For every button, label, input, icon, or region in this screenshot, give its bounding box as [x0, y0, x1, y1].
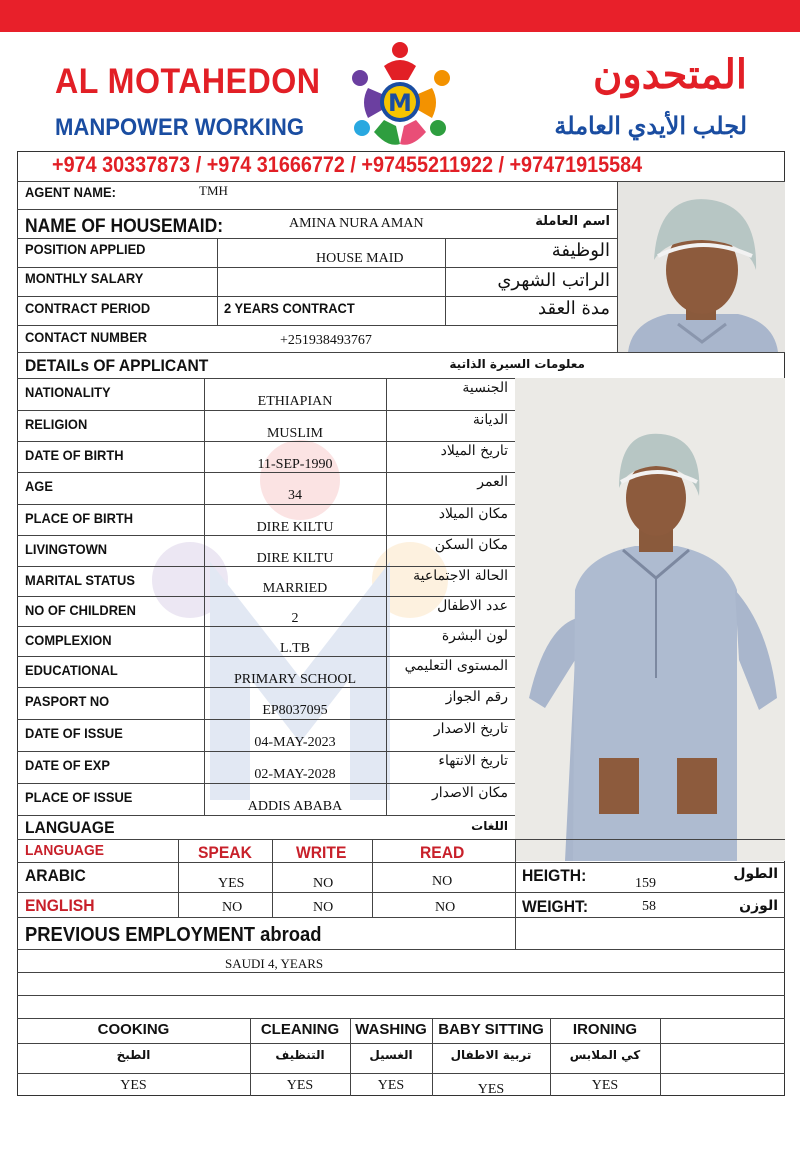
skill-value: YES	[286, 1078, 314, 1093]
detail-label: RELIGION	[25, 416, 88, 432]
detail-label: EDUCATIONAL	[25, 662, 118, 678]
detail-label-ar: الديانة	[472, 412, 508, 428]
height-label: HEIGTH:	[522, 866, 587, 885]
weight-value: 58	[642, 899, 656, 914]
detail-value: PRIMARY SCHOOL	[233, 672, 356, 687]
brand-tagline-en: MANPOWER WORKING	[55, 114, 305, 141]
skill-label-ar: التنظيف	[275, 1048, 325, 1062]
skill-label-ar: كي الملابس	[569, 1048, 641, 1062]
skill-label: BABY SITTING	[438, 1021, 544, 1038]
height-ar: الطول	[733, 866, 778, 882]
previous-employment-heading: PREVIOUS EMPLOYMENT abroad	[25, 924, 322, 946]
detail-value: 34	[288, 488, 302, 503]
detail-label-ar: عدد الاطفال	[437, 598, 508, 614]
detail-label: PASPORT NO	[25, 693, 110, 709]
weight-label: WEIGHT:	[522, 897, 589, 916]
housemaid-name-value: AMINA NURA AMAN	[289, 216, 424, 231]
detail-label-ar: مكان السكن	[434, 537, 508, 553]
portrait-photo	[618, 182, 785, 352]
detail-label: MARITAL STATUS	[25, 572, 135, 588]
detail-label: DATE OF BIRTH	[25, 447, 124, 463]
contract-label: CONTRACT PERIOD	[25, 300, 151, 316]
detail-label-ar: لون البشرة	[441, 628, 508, 644]
skill-label: COOKING	[97, 1021, 170, 1038]
agent-name-label: AGENT NAME:	[25, 184, 116, 200]
detail-value: 04-MAY-2023	[254, 735, 336, 750]
skill-label: CLEANING	[260, 1021, 340, 1038]
detail-label: NATIONALITY	[25, 384, 111, 400]
phone-numbers: +974 30337873 / +974 31666772 / +97455211922 / +97471915584	[52, 152, 643, 177]
brand-tagline-ar: لجلب الأيدي العاملة	[554, 113, 747, 140]
detail-label-ar: الجنسية	[462, 380, 508, 396]
detail-label-ar: تاريخ الانتهاء	[438, 753, 508, 769]
brand-name-en: AL MOTAHEDON	[55, 62, 321, 101]
skill-value: YES	[377, 1078, 405, 1093]
speak-col-header: SPEAK	[198, 843, 252, 862]
detail-label: NO OF CHILDREN	[25, 602, 136, 618]
language-col-header: LANGUAGE	[25, 842, 104, 859]
salary-ar: الراتب الشهري	[497, 270, 610, 291]
top-red-bar	[0, 0, 800, 32]
contract-value: 2 YEARS CONTRACT	[224, 300, 355, 316]
detail-label-ar: مكان الميلاد	[438, 506, 508, 522]
skill-value: YES	[477, 1082, 505, 1097]
brand-name-ar: المتحدون	[592, 53, 747, 97]
detail-value: DIRE KILTU	[256, 551, 334, 566]
housemaid-name-label: NAME OF HOUSEMAID:	[25, 216, 224, 237]
full-body-photo	[515, 378, 785, 861]
detail-value: L.TB	[280, 641, 310, 656]
skill-value: YES	[120, 1078, 147, 1093]
detail-value: ADDIS ABABA	[247, 799, 343, 814]
skill-label-ar: الغسيل	[369, 1048, 413, 1062]
detail-value: EP8037095	[262, 703, 328, 718]
company-logo	[338, 40, 462, 156]
english-read: NO	[435, 900, 456, 915]
skill-label-ar: تربية الاطفال	[450, 1048, 532, 1062]
skill-label: IRONING	[572, 1021, 638, 1038]
detail-label-ar: المستوى التعليمي	[404, 658, 508, 674]
read-col-header: READ	[420, 843, 465, 862]
detail-value: ETHIAPIAN	[257, 394, 333, 409]
detail-label-ar: الحالة الاجتماعية	[413, 568, 508, 584]
detail-value: 11-SEP-1990	[257, 457, 333, 472]
skill-label: WASHING	[355, 1021, 427, 1038]
previous-employment-value: SAUDI 4, YEARS	[225, 956, 324, 971]
contact-value: +251938493767	[280, 333, 372, 348]
agent-name-value: TMH	[199, 183, 228, 198]
arabic-read: NO	[432, 874, 453, 889]
language-heading-ar: اللغات	[471, 819, 508, 833]
weight-ar: الوزن	[739, 898, 778, 914]
arabic-speak: YES	[218, 876, 245, 891]
logo-letter: M	[388, 89, 412, 117]
detail-label: AGE	[25, 478, 53, 494]
detail-value: 2	[291, 611, 299, 626]
detail-label: DATE OF EXP	[25, 757, 110, 773]
position-ar: الوظيفة	[551, 240, 610, 261]
contract-ar: مدة العقد	[538, 298, 610, 319]
write-col-header: WRITE	[296, 843, 347, 862]
salary-label: MONTHLY SALARY	[25, 270, 144, 286]
detail-label: COMPLEXION	[25, 632, 112, 648]
detail-value: MARRIED	[262, 581, 328, 596]
housemaid-name-ar: اسم العاملة	[535, 214, 610, 229]
skill-value: YES	[591, 1078, 619, 1093]
detail-label: PLACE OF BIRTH	[25, 510, 134, 526]
position-label: POSITION APPLIED	[25, 241, 146, 257]
detail-label-ar: رقم الجواز	[445, 689, 508, 705]
detail-value: MUSLIM	[266, 426, 323, 441]
position-value: HOUSE MAID	[316, 251, 404, 266]
english-speak: NO	[222, 900, 243, 915]
detail-label: DATE OF ISSUE	[25, 725, 123, 741]
english-write: NO	[313, 900, 334, 915]
detail-label-ar: مكان الاصدار	[432, 785, 508, 801]
details-heading-ar: معلومات السيرة الذاتية	[449, 357, 585, 371]
detail-label: LIVINGTOWN	[25, 541, 108, 557]
language-arabic-label: ARABIC	[25, 866, 86, 885]
detail-label-ar: تاريخ الميلاد	[440, 443, 508, 459]
detail-label-ar: العمر	[477, 474, 508, 490]
detail-value: 02-MAY-2028	[254, 767, 336, 782]
details-heading: DETAILs OF APPLICANT	[25, 356, 209, 375]
detail-value: DIRE KILTU	[256, 520, 334, 535]
detail-label-ar: تاريخ الاصدار	[433, 721, 508, 737]
language-english-label: ENGLISH	[25, 896, 95, 915]
arabic-write: NO	[313, 876, 334, 891]
contact-label: CONTACT NUMBER	[25, 329, 148, 345]
detail-label: PLACE OF ISSUE	[25, 789, 133, 805]
height-value: 159	[635, 876, 656, 891]
skill-label-ar: الطبخ	[116, 1048, 151, 1062]
language-heading: LANGUAGE	[25, 818, 115, 837]
